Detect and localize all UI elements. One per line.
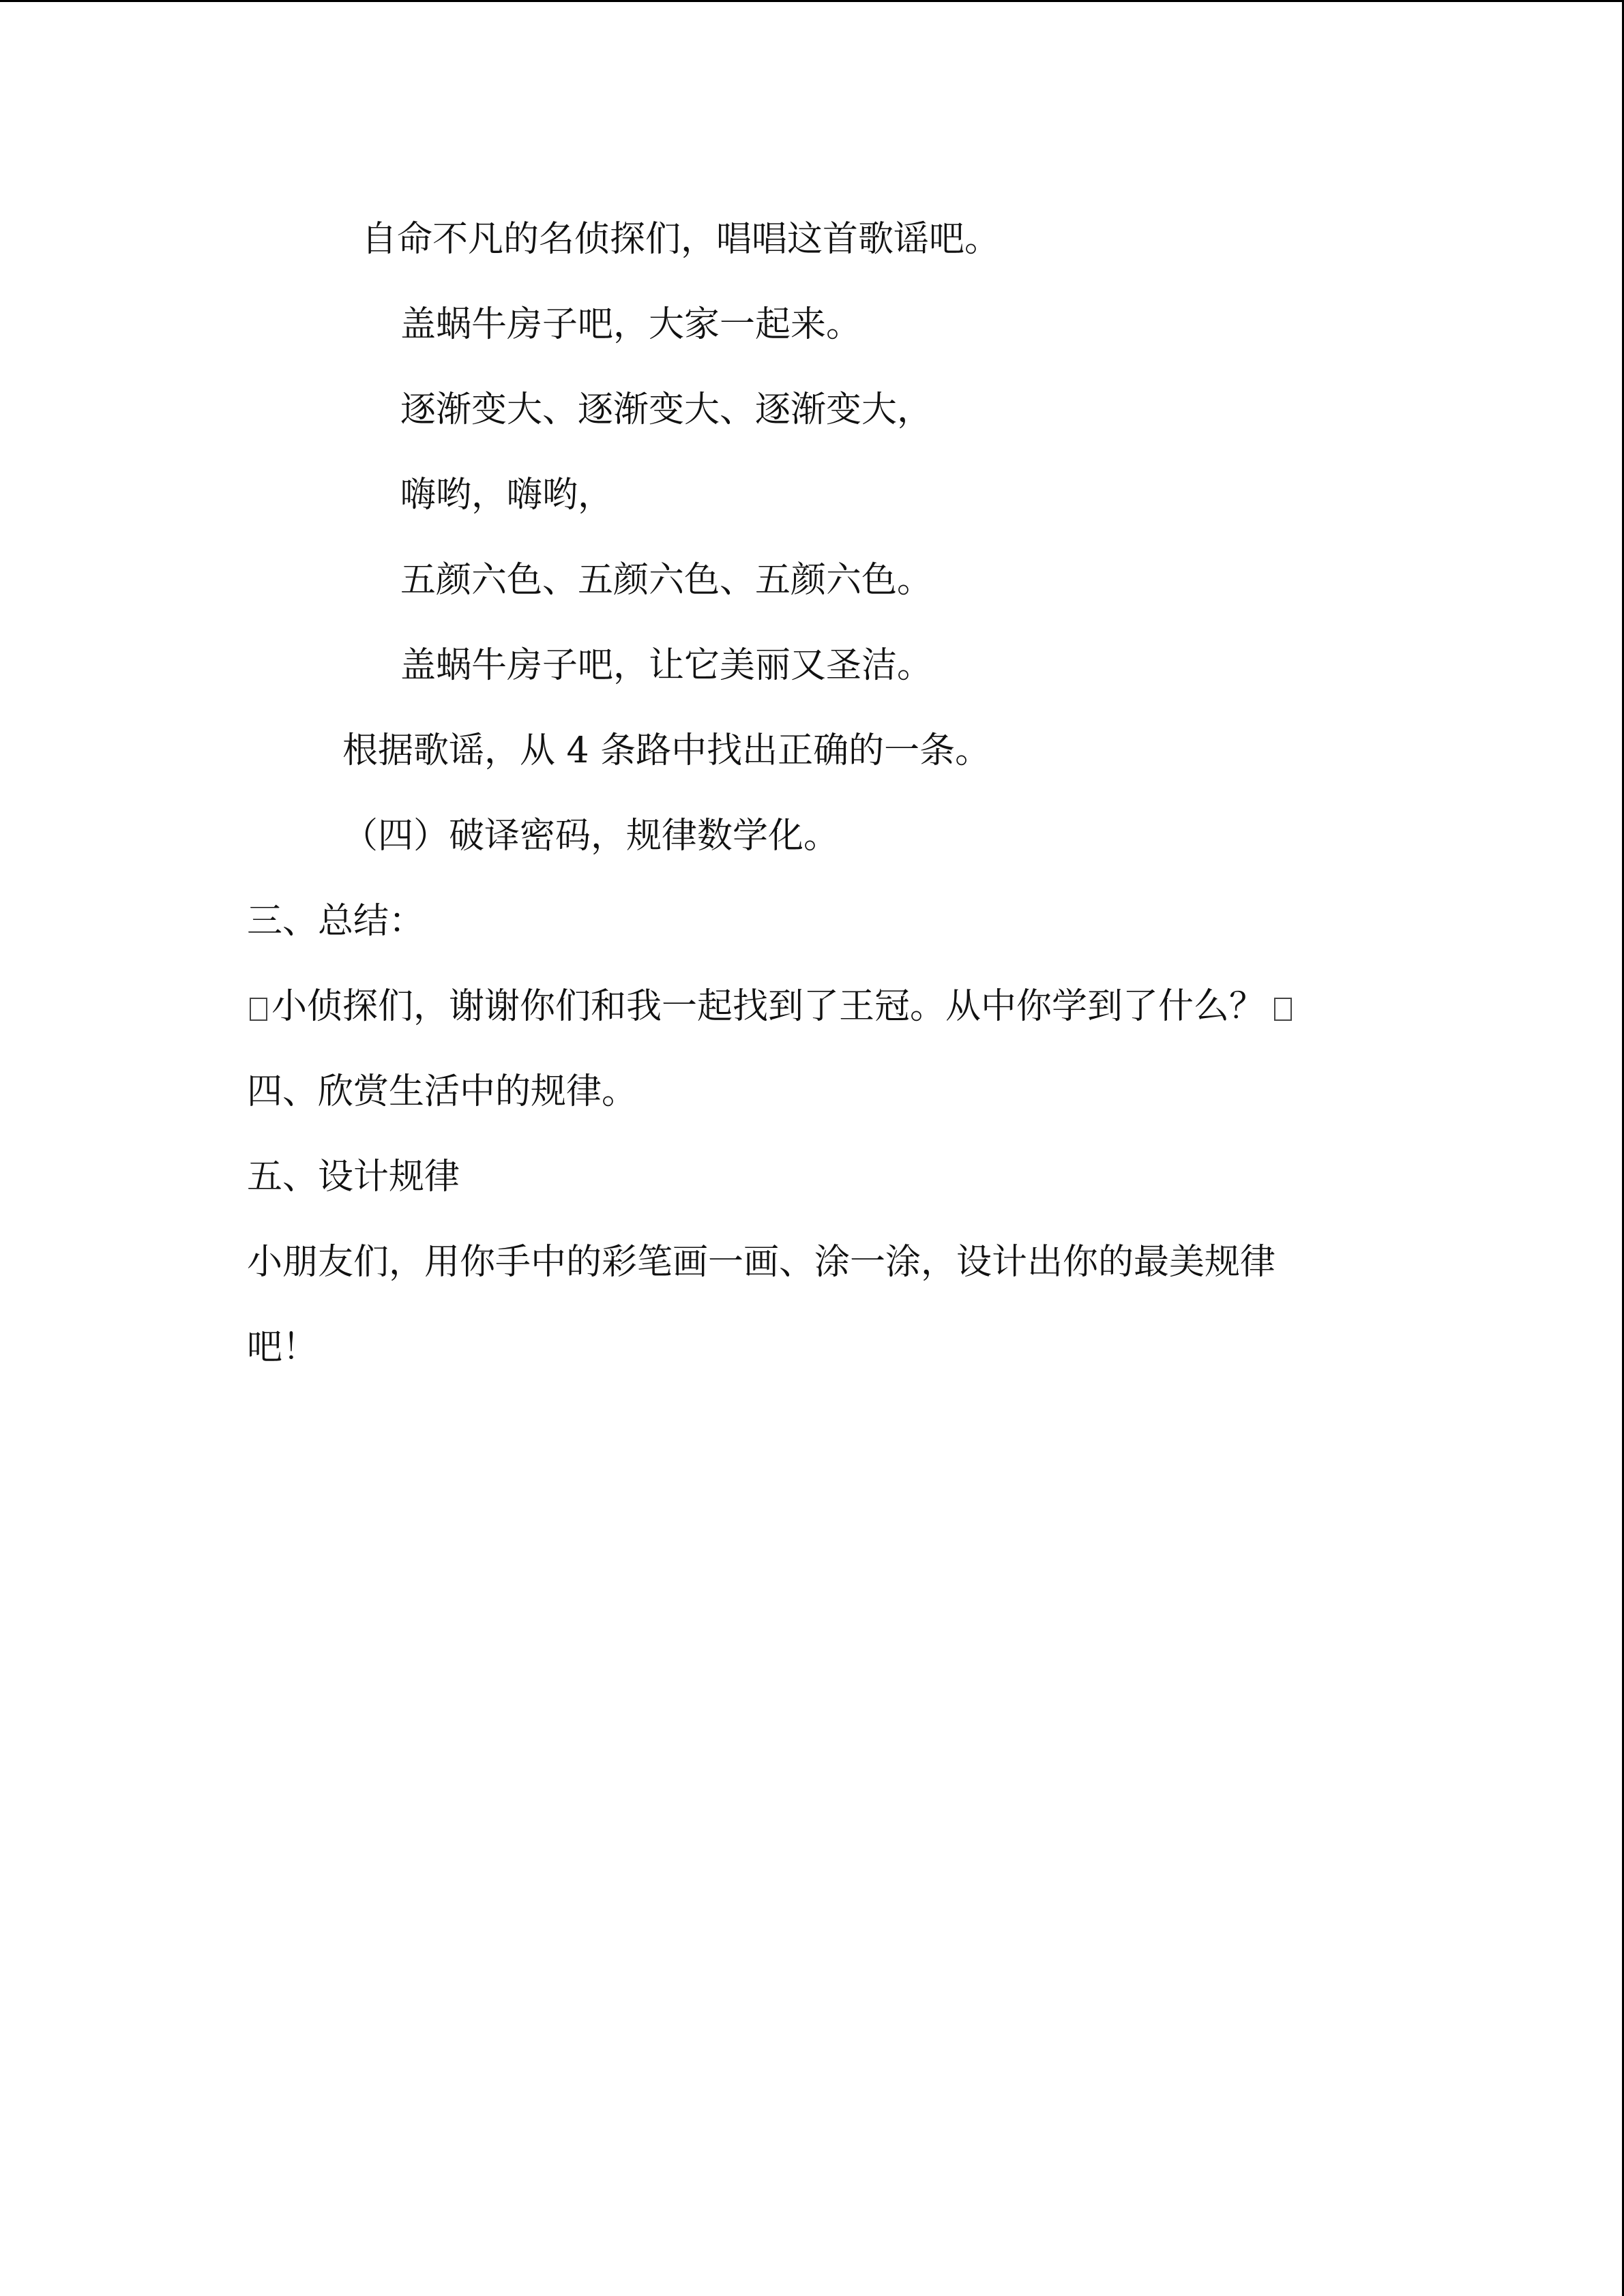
missing-glyph-box: [250, 998, 267, 1021]
intro-line: 自命不凡的名侦探们，唱唱这首歌谣吧。: [361, 219, 1001, 260]
step-four-heading: （四）破译密码，规律数学化。: [342, 816, 840, 856]
song-line-5: 盖蜗牛房子吧，让它美丽又圣洁。: [400, 645, 933, 686]
section-five-text-line-2: 吧！: [247, 1327, 319, 1368]
section-three-sentence: 小侦探们，谢谢你们和我一起找到了王冠。从中你学到了什么？: [271, 986, 1265, 1027]
section-three-text: [250, 983, 1292, 1030]
song-line-1: 盖蜗牛房子吧，大家一起来。: [400, 304, 862, 345]
section-five-title: 五、设计规律: [247, 1157, 460, 1197]
song-line-2: 逐渐变大、逐渐变大、逐渐变大，: [400, 389, 933, 430]
section-five-text-line-1: 小朋友们，用你手中的彩笔画一画、涂一涂，设计出你的最美规律: [247, 1242, 1276, 1283]
section-three-title: 三、总结：: [247, 901, 425, 942]
song-line-4: 五颜六色、五颜六色、五颜六色。: [400, 560, 933, 601]
instruction-line: 根据歌谣，从 4 条路中找出正确的一条。: [342, 730, 991, 771]
section-four-title: 四、欣赏生活中的规律。: [247, 1071, 638, 1112]
missing-glyph-box: [1274, 998, 1292, 1021]
song-line-3: 嗨哟，嗨哟，: [400, 475, 614, 516]
